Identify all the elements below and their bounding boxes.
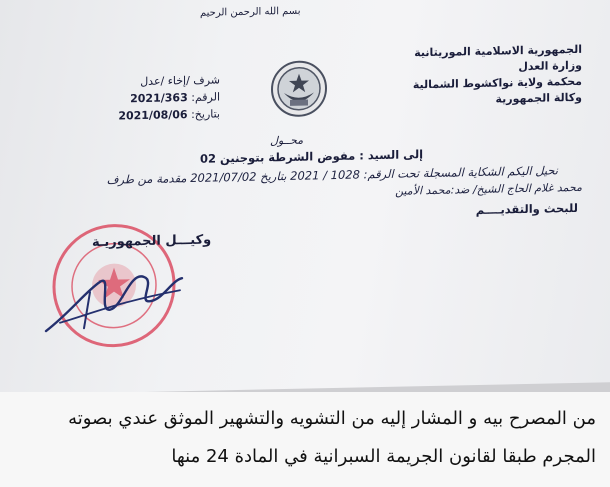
reference-date [80,105,220,125]
caption-line: من المصرح بيه و المشار إليه من التشويه والتشهير الموثق عندي بصوته [68,408,596,429]
department-motto: شرف /إخاء /عدل [140,73,220,89]
signatory-title: وكيـــل الجمهوريـة [92,232,212,251]
transferred-heading: محــول [270,133,304,148]
caption-line: المجرم طبقا لقانون الجريمة السبرانية في المادة 24 منها [171,446,596,467]
letter-body-line: نحيل اليكم الشكاية المسجلة تحت الرقم: 1028 / 2021 بتاريخ 2021/07/02 مقدمة من طرف [106,163,558,187]
purpose-line: للبحث والتقديــــم [475,200,578,218]
basmala: بسم الله الرحمن الرحيم [200,5,301,19]
number-value: 2021/363 [130,91,188,106]
state-header-line: محكمة ولاية نواكشوط الشمالية [412,74,582,92]
date-value: 2021/08/06 [118,108,188,123]
number-label: الرقم: [191,90,220,104]
date-label: بتاريخ: [191,107,220,121]
state-header [413,42,582,110]
state-header-line: الجمهورية الاسلامية الموريتانية [414,42,582,60]
caption-strip [0,392,610,487]
recipient-line: إلى السيد : مفوض الشرطة بتوجنين 02 [200,147,424,166]
handwritten-signature-icon [40,250,190,343]
national-emblem-icon [270,59,328,118]
letter-body-line: محمد غلام الحاج الشيخ/ ضد:محمد الأمين [395,180,582,198]
reference-block [80,71,220,125]
state-header-line: وزارة العدل [518,58,582,74]
state-header-line: وكالة الجمهورية [495,90,582,106]
